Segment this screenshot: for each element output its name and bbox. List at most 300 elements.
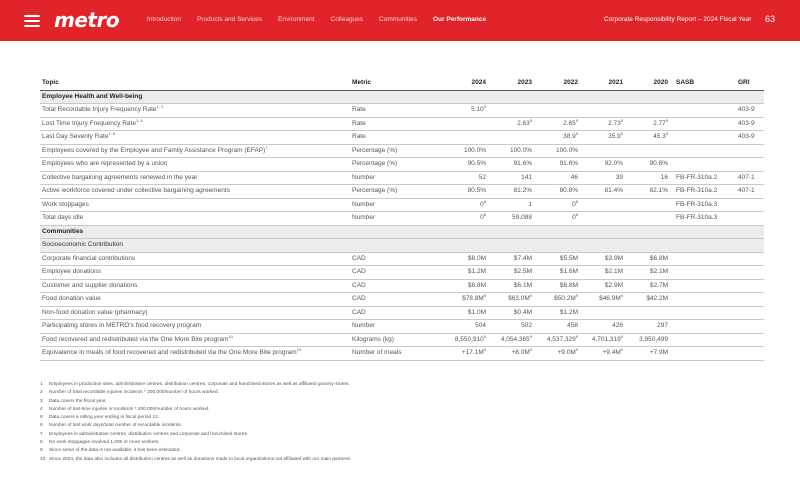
topic-text: Non-food donation value (pharmacy) xyxy=(42,308,148,316)
sasb-cell xyxy=(670,158,728,172)
footnote-ref: 5 xyxy=(665,130,668,136)
value-text: 38.9 xyxy=(563,133,576,140)
value-text: 46 xyxy=(570,173,578,181)
value-2022-cell xyxy=(534,293,580,307)
footnote-text: Data covers a rolling year ending in fiscal period 12. xyxy=(49,415,160,421)
value-2022-cell xyxy=(534,117,580,131)
value-2021-cell xyxy=(580,293,625,307)
value-2020-cell xyxy=(625,198,670,212)
footnote-ref: 5 xyxy=(665,117,668,123)
topic-text: Lost Time Injury Frequency Rate xyxy=(42,119,136,127)
value-2022-cell xyxy=(534,279,580,293)
topic-text: Total days idle xyxy=(42,214,84,221)
value-2022-cell xyxy=(534,252,580,266)
footnote-ref: 1, 2 xyxy=(156,103,164,109)
topic-text: Food donation value xyxy=(42,295,101,302)
value-text: 90.8% xyxy=(649,160,668,167)
topic-text: Employee donations xyxy=(42,268,101,275)
value-text: $1.0M xyxy=(467,308,486,316)
value-2024-cell xyxy=(438,320,488,334)
topic-text: Corporate financial contributions xyxy=(42,254,136,262)
footnote-ref: 9 xyxy=(529,292,532,298)
value-text: 35.9 xyxy=(608,133,621,140)
footnote-ref: 9 xyxy=(483,346,486,352)
value-2021-cell xyxy=(580,266,625,280)
table-row xyxy=(40,320,764,334)
value-text: 0 xyxy=(572,214,576,221)
topic-text: Food recovered and redistributed via the One More Bite program xyxy=(42,335,229,343)
footnote-text: Number of total recordable injuries incidents * 200,000/number of hours worked. xyxy=(49,390,219,396)
table-row xyxy=(40,252,764,266)
value-text: $5.5M xyxy=(559,254,578,262)
sasb-cell xyxy=(670,320,728,334)
footnote-text: Employees in administrative centres, distribution centres and corporate and franchised stores. xyxy=(49,431,249,437)
value-2020-cell xyxy=(625,144,670,158)
footnote-item xyxy=(40,439,351,447)
value-text: 0 xyxy=(572,200,576,208)
value-text: $46.9M xyxy=(599,295,621,302)
value-2020-cell xyxy=(625,104,670,118)
topic-cell xyxy=(40,117,350,131)
topic-cell xyxy=(40,131,350,145)
table-row xyxy=(40,144,764,158)
metro-logo[interactable]: metro xyxy=(54,8,120,32)
gri-cell xyxy=(728,293,764,307)
topic-cell xyxy=(40,279,350,293)
value-text: 52 xyxy=(478,173,486,181)
value-2021-cell xyxy=(580,198,625,212)
value-text: 502 xyxy=(521,322,532,329)
value-2024-cell xyxy=(438,252,488,266)
table-row xyxy=(40,171,764,185)
topic-cell xyxy=(40,144,350,158)
gri-cell xyxy=(728,144,764,158)
value-text: $50.2M xyxy=(554,295,576,302)
value-text: 81.2% xyxy=(513,187,532,194)
footnote-ref: 3 xyxy=(483,103,486,109)
value-text: 82.1% xyxy=(649,187,668,194)
footnote-number: 2 xyxy=(40,390,43,396)
value-text: 91.6% xyxy=(559,160,578,167)
footnote-item xyxy=(40,389,351,397)
value-2020-cell xyxy=(625,252,670,266)
value-text: $2.7M xyxy=(649,281,668,289)
col-header-2024: 2024 xyxy=(438,77,488,90)
col-header-sasb: SASB xyxy=(670,77,728,90)
main-nav xyxy=(147,16,502,28)
value-2024-cell xyxy=(438,144,488,158)
nav-link-communities[interactable]: Communities xyxy=(379,16,417,23)
value-text: 80.5% xyxy=(467,187,486,194)
value-2022-cell xyxy=(534,185,580,199)
gri-cell xyxy=(728,333,764,347)
sasb-cell xyxy=(670,347,728,361)
value-2021-cell xyxy=(580,117,625,131)
value-2021-cell xyxy=(580,306,625,320)
hamburger-menu-icon[interactable] xyxy=(24,15,40,27)
top-bar xyxy=(0,0,800,41)
metric-cell: Number xyxy=(350,171,438,185)
topic-cell xyxy=(40,212,350,226)
footnote-ref: 1, 6 xyxy=(108,130,116,136)
topic-cell xyxy=(40,158,350,172)
gri-cell: 407-1 xyxy=(728,185,764,199)
performance-table xyxy=(40,77,764,361)
footnote-text: Number of lost-time injuries or incidents * 200,000/number of hours worked. xyxy=(49,406,210,412)
value-2021-cell xyxy=(580,185,625,199)
value-2020-cell xyxy=(625,266,670,280)
metric-cell: Number of meals xyxy=(350,347,438,361)
value-2020-cell xyxy=(625,117,670,131)
footnote-item xyxy=(40,422,351,430)
value-2022-cell xyxy=(534,131,580,145)
value-text: $6.8M xyxy=(559,281,578,289)
value-text: $3.9M xyxy=(604,254,623,262)
footnote-ref: 5 xyxy=(620,117,623,123)
sasb-cell xyxy=(670,131,728,145)
sasb-cell: FB-FR-310a.3 xyxy=(670,198,728,212)
footnote-ref: 9 xyxy=(483,333,486,339)
section-title: Employee Health and Well-being xyxy=(40,90,764,104)
table-row xyxy=(40,279,764,293)
subsection-title: Socioeconomic Contribution xyxy=(40,239,764,253)
value-2023-cell xyxy=(488,171,534,185)
value-2022-cell xyxy=(534,212,580,226)
value-2023-cell xyxy=(488,198,534,212)
topic-cell xyxy=(40,104,350,118)
value-2021-cell xyxy=(580,144,625,158)
table-row xyxy=(40,158,764,172)
value-text: $2.1M xyxy=(604,268,623,275)
value-text: 80.8% xyxy=(559,187,578,194)
value-2024-cell xyxy=(438,131,488,145)
value-text: $1.6M xyxy=(559,268,578,275)
table-row xyxy=(40,117,764,131)
value-2021-cell xyxy=(580,347,625,361)
value-text: 2.77 xyxy=(653,119,666,127)
sasb-cell xyxy=(670,252,728,266)
table-row xyxy=(40,212,764,226)
metric-cell: Percentage (%) xyxy=(350,144,438,158)
report-title: Corporate Responsibility Report – 2024 Fiscal Year xyxy=(604,16,752,23)
footnote-item xyxy=(40,447,351,455)
value-text: +9.0M xyxy=(557,349,576,356)
col-header-2020: 2020 xyxy=(625,77,670,90)
value-text: +17.1M xyxy=(461,349,484,356)
sasb-cell xyxy=(670,144,728,158)
sasb-cell: FB-FR-310a.2 xyxy=(670,171,728,185)
col-header-2022: 2022 xyxy=(534,77,580,90)
col-header-topic: Topic xyxy=(40,77,350,90)
sasb-cell xyxy=(670,266,728,280)
footnote-ref: 10 xyxy=(296,346,302,352)
footnote-text: Since 2024, the data also includes all distribution centres as well as donations made to local organizations not affiliated with our main partners. xyxy=(49,456,352,462)
value-2021-cell xyxy=(580,252,625,266)
metric-cell: CAD xyxy=(350,266,438,280)
value-2022-cell xyxy=(534,104,580,118)
table-row xyxy=(40,185,764,199)
value-2022-cell xyxy=(534,347,580,361)
value-text: $42.2M xyxy=(646,295,668,302)
value-2023-cell xyxy=(488,347,534,361)
sasb-cell: FB-FR-310a.3 xyxy=(670,212,728,226)
value-text: $2.1M xyxy=(649,268,668,275)
value-text: 0 xyxy=(480,200,484,208)
topic-text: Active workforce covered under collective bargaining agreements xyxy=(42,187,230,194)
footnote-ref: 9 xyxy=(620,346,623,352)
section-header-row xyxy=(40,225,764,239)
metric-cell: CAD xyxy=(350,279,438,293)
footnote-ref: 9 xyxy=(620,333,623,339)
topic-text: Work stoppages xyxy=(42,200,89,208)
table-row xyxy=(40,306,764,320)
metric-cell: Rate xyxy=(350,117,438,131)
table-header-row xyxy=(40,77,764,90)
value-2024-cell xyxy=(438,104,488,118)
value-2023-cell xyxy=(488,144,534,158)
sasb-cell xyxy=(670,279,728,293)
table-row xyxy=(40,104,764,118)
value-text: 91.6% xyxy=(513,160,532,167)
value-text: $8.0M xyxy=(467,254,486,262)
sasb-cell xyxy=(670,306,728,320)
value-2024-cell xyxy=(438,185,488,199)
footnote-text: Employees in production sites, administrative centres, distribution centres, corporate and franchised stores as well as affiliated grocery stores. xyxy=(49,382,350,387)
footnote-item xyxy=(40,431,351,439)
value-2020-cell xyxy=(625,131,670,145)
value-text: $2.5M xyxy=(513,268,532,275)
sasb-cell xyxy=(670,293,728,307)
metric-cell: Percentage (%) xyxy=(350,185,438,199)
value-2021-cell xyxy=(580,104,625,118)
col-header-gri: GRI xyxy=(728,77,764,90)
metric-cell: Percentage (%) xyxy=(350,158,438,172)
metric-cell: CAD xyxy=(350,252,438,266)
topic-text: Employees covered by the Employee and Family Assistance Program (EFAP) xyxy=(42,146,266,154)
table-row xyxy=(40,198,764,212)
nav-link-introduction[interactable]: Introduction xyxy=(147,16,181,23)
footnote-number: 9 xyxy=(40,448,43,454)
topic-cell xyxy=(40,171,350,185)
col-header-2021: 2021 xyxy=(580,77,625,90)
value-2022-cell xyxy=(534,320,580,334)
topic-cell xyxy=(40,333,350,347)
value-text: $6.8M xyxy=(649,254,668,262)
footnote-ref: 10 xyxy=(228,333,233,339)
value-text: 4,537,329 xyxy=(546,335,576,343)
value-text: 297 xyxy=(657,322,668,329)
value-text: 90.5% xyxy=(467,160,486,167)
value-text: +7.9M xyxy=(649,349,668,356)
footnote-ref: 9 xyxy=(575,333,578,339)
value-2022-cell xyxy=(534,266,580,280)
value-2023-cell xyxy=(488,185,534,199)
footnote-number: 5 xyxy=(40,415,43,421)
value-text: +9.4M xyxy=(602,349,621,356)
value-2024-cell xyxy=(438,117,488,131)
value-text: $1.2M xyxy=(467,268,486,275)
value-2022-cell xyxy=(534,144,580,158)
value-text: 100.0% xyxy=(463,146,486,154)
metric-cell: Number xyxy=(350,198,438,212)
metric-cell: Rate xyxy=(350,104,438,118)
table-row xyxy=(40,266,764,280)
value-2020-cell xyxy=(625,293,670,307)
value-2024-cell xyxy=(438,279,488,293)
footnote-number: 10 xyxy=(40,456,46,462)
col-header-2023: 2023 xyxy=(488,77,534,90)
topic-text: Customer and supplier donations xyxy=(42,281,138,289)
sasb-cell xyxy=(670,104,728,118)
section-title: Communities xyxy=(40,225,764,239)
value-text: $6.1M xyxy=(513,281,532,289)
nav-link-environment[interactable]: Environment xyxy=(278,16,315,23)
topic-cell xyxy=(40,198,350,212)
value-text: 4,054,365 xyxy=(500,335,530,343)
footnote-item xyxy=(40,398,351,406)
footnote-ref: 5 xyxy=(575,117,578,123)
metric-cell: Rate xyxy=(350,131,438,145)
value-2023-cell xyxy=(488,252,534,266)
value-2020-cell xyxy=(625,171,670,185)
value-2024-cell xyxy=(438,198,488,212)
footnote-number: 4 xyxy=(40,406,43,412)
value-2024-cell xyxy=(438,333,488,347)
value-text: $6.8M xyxy=(467,281,486,289)
gri-cell xyxy=(728,320,764,334)
footnote-ref: 5 xyxy=(575,130,578,136)
topic-text: Collective bargaining agreements renewed in the year xyxy=(42,173,198,181)
value-2021-cell xyxy=(580,158,625,172)
value-2023-cell xyxy=(488,131,534,145)
value-2024-cell xyxy=(438,293,488,307)
gri-cell xyxy=(728,198,764,212)
value-text: $1.2M xyxy=(559,308,578,316)
topic-text: Total Recordable Injury Frequency Rate xyxy=(42,106,157,113)
gri-cell: 403-9 xyxy=(728,131,764,145)
footnote-ref: 8 xyxy=(483,198,486,204)
value-2022-cell xyxy=(534,306,580,320)
gri-cell: 407-1 xyxy=(728,171,764,185)
sasb-cell xyxy=(670,333,728,347)
footnote-text: Data covers the fiscal year. xyxy=(49,398,107,404)
topic-cell xyxy=(40,293,350,307)
topic-cell xyxy=(40,266,350,280)
value-text: 8,550,910 xyxy=(454,335,484,343)
value-2023-cell xyxy=(488,266,534,280)
value-2021-cell xyxy=(580,212,625,226)
footnote-item xyxy=(40,381,351,389)
value-2024-cell xyxy=(438,306,488,320)
footnote-item xyxy=(40,414,351,422)
value-text: $0.4M xyxy=(513,308,532,316)
subsection-header-row xyxy=(40,239,764,253)
nav-link-colleagues[interactable]: Colleagues xyxy=(330,16,364,23)
metric-cell: Kilograms (kg) xyxy=(350,333,438,347)
table-row xyxy=(40,333,764,347)
footnote-number: 3 xyxy=(40,398,43,404)
value-text: 1 xyxy=(528,200,532,208)
footnote-number: 1 xyxy=(40,382,43,387)
gri-cell xyxy=(728,252,764,266)
value-2024-cell xyxy=(438,347,488,361)
value-text: $78.8M xyxy=(462,295,484,302)
footnote-number: 7 xyxy=(40,431,43,437)
footnote-ref: 1, 4 xyxy=(135,117,143,123)
value-2023-cell xyxy=(488,306,534,320)
footnote-ref: 9 xyxy=(529,346,532,352)
value-2023-cell xyxy=(488,320,534,334)
sasb-cell: FB-FR-310a.2 xyxy=(670,185,728,199)
footnote-ref: 5 xyxy=(529,117,532,123)
value-text: 3,950,499 xyxy=(639,335,668,343)
nav-link-products-and-services[interactable]: Products and Services xyxy=(196,16,263,23)
value-2020-cell xyxy=(625,279,670,293)
value-text: 458 xyxy=(567,322,578,329)
value-2020-cell xyxy=(625,347,670,361)
value-text: 16 xyxy=(660,173,668,181)
nav-link-our-performance[interactable]: Our Performance xyxy=(432,16,487,23)
topic-text: Participating stores in METRO's food recovery program xyxy=(42,322,202,329)
gri-cell xyxy=(728,212,764,226)
topic-text: Last Day Severity Rate xyxy=(42,133,109,140)
table-row xyxy=(40,131,764,145)
gri-cell xyxy=(728,266,764,280)
value-2023-cell xyxy=(488,104,534,118)
value-text: 4,701,319 xyxy=(591,335,621,343)
value-2022-cell xyxy=(534,158,580,172)
footnote-item xyxy=(40,456,351,464)
footnote-ref: 8 xyxy=(575,198,578,204)
value-2022-cell xyxy=(534,333,580,347)
gri-cell xyxy=(728,279,764,293)
col-header-metric: Metric xyxy=(350,77,438,90)
value-text: 100.0% xyxy=(509,146,532,154)
value-2021-cell xyxy=(580,171,625,185)
value-2020-cell xyxy=(625,306,670,320)
gri-cell: 403-9 xyxy=(728,104,764,118)
value-2021-cell xyxy=(580,320,625,334)
footnote-ref: 9 xyxy=(575,292,578,298)
value-2024-cell xyxy=(438,171,488,185)
topic-cell xyxy=(40,185,350,199)
value-2020-cell xyxy=(625,333,670,347)
topic-text: Equivalence in meals of food recovered and redistributed via the One More Bite program xyxy=(42,349,297,356)
value-2021-cell xyxy=(580,333,625,347)
gri-cell xyxy=(728,347,764,361)
value-text: 504 xyxy=(475,322,486,329)
sasb-cell xyxy=(670,117,728,131)
page-number: 63 xyxy=(765,14,776,24)
value-text: $7.4M xyxy=(513,254,532,262)
value-2023-cell xyxy=(488,279,534,293)
value-2023-cell xyxy=(488,212,534,226)
footnote-text: No work stoppages involved 1,000 or more workers. xyxy=(49,440,160,446)
metric-cell: Number xyxy=(350,212,438,226)
footnote-ref: 5 xyxy=(620,130,623,136)
footnote-ref: 8 xyxy=(483,211,486,217)
metric-cell: CAD xyxy=(350,306,438,320)
value-2020-cell xyxy=(625,320,670,334)
value-2023-cell xyxy=(488,117,534,131)
gri-cell xyxy=(728,306,764,320)
footnotes xyxy=(40,381,351,464)
value-2023-cell xyxy=(488,293,534,307)
footnote-ref: 9 xyxy=(529,333,532,339)
value-2024-cell xyxy=(438,266,488,280)
value-text: $2.9M xyxy=(604,281,623,289)
value-2023-cell xyxy=(488,333,534,347)
